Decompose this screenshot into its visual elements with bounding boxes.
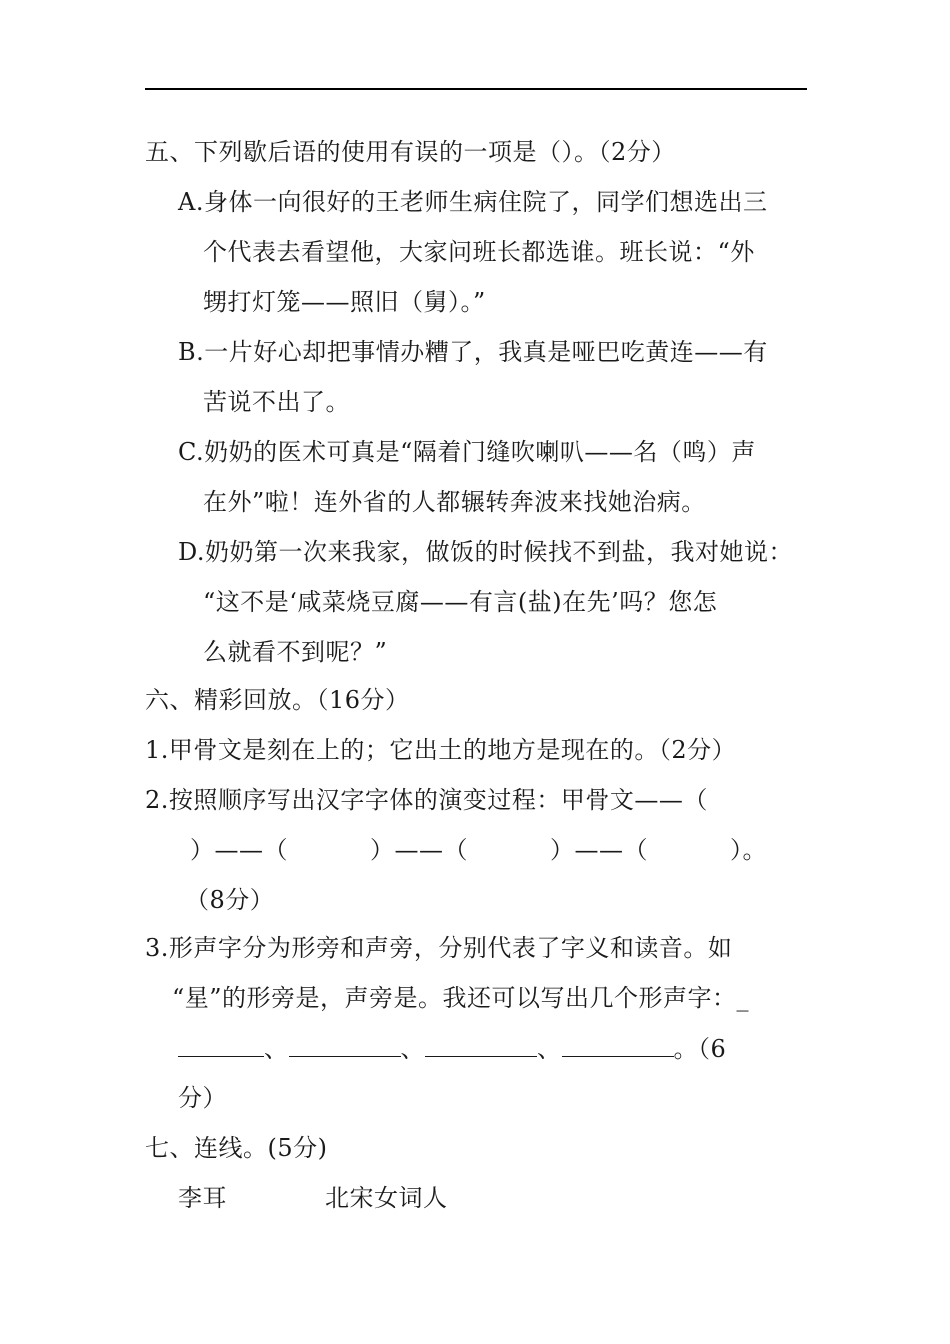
- answer-blank[interactable]: [562, 1032, 674, 1057]
- option-d-line3: 么就看不到呢？”: [203, 638, 388, 666]
- option-d-line1: D.奶奶第一次来我家，做饭的时候找不到盐，我对她说：: [178, 538, 794, 566]
- match-right-item[interactable]: 北宋女词人: [325, 1184, 448, 1212]
- question-2-part3: ）——（: [550, 836, 648, 864]
- question-2-score: （8分）: [185, 886, 275, 914]
- question-3-line1: 3.形声字分为形旁和声旁，分别代表了字义和读音。如: [145, 934, 733, 962]
- question-3-blanks: [178, 1032, 726, 1065]
- answer-blank[interactable]: [178, 1032, 264, 1057]
- header-rule: [145, 88, 807, 90]
- blank-separator: 、: [400, 1035, 425, 1063]
- question-2-part1: ）——（: [190, 836, 288, 864]
- option-a-line1: A.身体一向很好的王老师生病住院了，同学们想选出三: [178, 188, 768, 216]
- match-left-item[interactable]: 李耳: [178, 1184, 227, 1212]
- option-b-line2: 苦说不出了。: [203, 388, 350, 416]
- section6-heading: 六、精彩回放。（16分）: [145, 686, 410, 714]
- question-1: 1.甲骨文是刻在上的；它出土的地方是现在的。（2分）: [145, 736, 737, 764]
- section7-heading: 七、连线。(5分): [145, 1134, 328, 1162]
- question-2-line1: 2.按照顺序写出汉字字体的演变过程：甲骨文——（: [145, 786, 708, 814]
- option-a-line3: 甥打灯笼——照旧（舅）。”: [203, 288, 486, 316]
- question-2-part4: ）。: [730, 836, 767, 864]
- question-3-score: 。（6: [673, 1035, 727, 1063]
- option-c-line2: 在外”啦！连外省的人都辗转奔波来找她治病。: [203, 488, 706, 516]
- option-b-line1: B.一片好心却把事情办糟了，我真是哑巴吃黄连——有: [178, 338, 768, 366]
- blank-separator: 、: [537, 1035, 562, 1063]
- option-a-line2: 个代表去看望他，大家问班长都选谁。班长说：“外: [203, 238, 755, 266]
- blank-separator: 、: [264, 1035, 289, 1063]
- question-2-part2: ）——（: [370, 836, 468, 864]
- option-d-line2: “这不是‘咸菜烧豆腐——有言(盐)在先’吗？您怎: [203, 588, 718, 616]
- answer-blank[interactable]: [425, 1032, 537, 1057]
- question-3-line2: “星”的形旁是，声旁是。我还可以写出几个形声字：_: [172, 984, 750, 1012]
- question-3-line4: 分）: [178, 1084, 227, 1112]
- option-c-line1: C.奶奶的医术可真是“隔着门缝吹喇叭——名（鸣）声: [178, 438, 756, 466]
- answer-blank[interactable]: [289, 1032, 401, 1057]
- section5-heading: 五、下列歇后语的使用有误的一项是（）。（2分）: [145, 138, 676, 166]
